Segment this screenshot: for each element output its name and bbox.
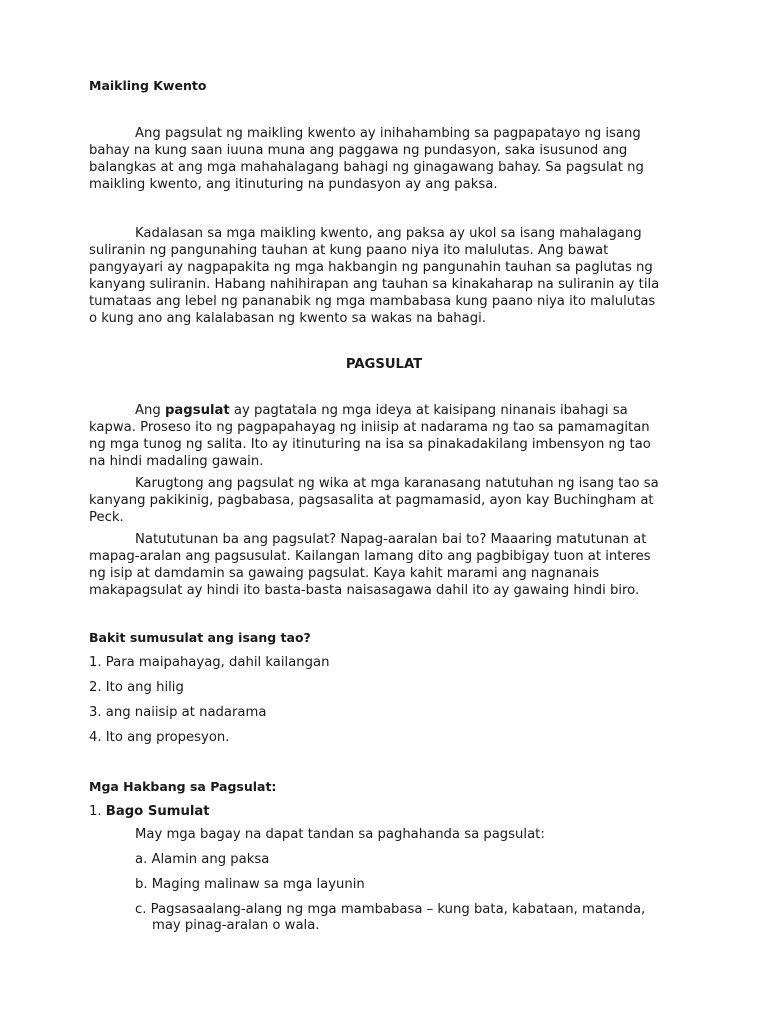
para1-line: maikling kwento, ang itinuturing na pundasyon ay ang paksa. [89,177,498,192]
para3-bold-term: pagsulat [164,403,230,418]
para1-line: Ang pagsulat ng maikling kwento ay inihahambing sa pagpapatayo ng isang [135,126,641,141]
why-item: 1. Para maipahayag, dahil kailangan [89,655,330,670]
document-title: Maikling Kwento [89,78,207,93]
para3-after: ay pagtatala ng mga ideya at kaisipang ninanais ibahagi sa [229,403,628,418]
para3-before: Ang [135,403,165,418]
para5-line: mapag-aralan ang pagsusulat. Kailangan lamang dito ang pagbibigay tuon at interes [89,549,651,564]
step1-item: c. Pagsasaalang-alang ng mga mambabasa – kung bata, kabataan, matanda, [135,902,646,917]
why-item: 3. ang naiisip at nadarama [89,705,267,720]
para2-line: suliranin ng pangunahing tauhan at kung paano niya ito malulutas. Ang bawat [89,243,609,258]
why-heading: Bakit sumusulat ang isang tao? [89,630,311,645]
section-heading: PAGSULAT [345,357,423,372]
para2-line: kanyang suliranin. Habang nahihirapan ang tauhan sa kinakaharap na suliranin ay tila [89,277,660,292]
para4-line: Peck. [89,510,124,525]
para3-line: kapwa. Proseso ito ng pagpapahayag ng iniisip at nadarama ng tao sa pamamagitan [89,420,650,435]
why-item: 4. Ito ang propesyon. [89,730,230,745]
steps-heading: Mga Hakbang sa Pagsulat: [89,779,277,794]
para5-line: makapagsulat ay hindi ito basta-basta naisasagawa dahil ito ay gawaing hindi biro. [89,583,640,598]
step1-line [89,804,210,820]
para3-first-line [135,403,628,419]
para3-line: na hindi madaling gawain. [89,454,264,469]
para1-line: bahay na kung saan iuuna muna ang paggawa ng pundasyon, saka isusunod ang [89,143,628,158]
para4-line: Karugtong ang pagsulat ng wika at mga karanasang natutuhan ng isang tao sa [135,476,659,491]
para4-line: kanyang pakikinig, pagbabasa, pagsasalita at pagmamasid, ayon kay Buchingham at [89,493,654,508]
para2-line: pangyayari ay nagpapakita ng mga hakbangin ng pangunahin tauhan sa paglutas ng [89,260,653,275]
step1-intro: May mga bagay na dapat tandan sa paghahanda sa pagsulat: [135,827,545,842]
step1-item: b. Maging malinaw sa mga layunin [135,877,365,892]
why-item: 2. Ito ang hilig [89,680,184,695]
para3-line: ng mga tunog ng salita. Ito ay itinuturing na isa sa pinakadakilang imbensyon ng tao [89,437,651,452]
step1-item-cont: may pinag-aralan o wala. [152,918,320,933]
para5-line: ng isip at damdamin sa gawaing pagsulat. Kaya kahit marami ang nagnanais [89,566,600,581]
step1-item: a. Alamin ang paksa [135,852,270,867]
para5-line: Natututunan ba ang pagsulat? Napag-aaralan bai to? Maaaring matutunan at [135,532,647,547]
para2-line: o kung ano ang kalalabasan ng kwento sa wakas na bahagi. [89,311,486,326]
para2-line: Kadalasan sa mga maikling kwento, ang paksa ay ukol sa isang mahalagang [135,226,642,241]
step1-number: 1. [89,804,106,819]
para2-line: tumataas ang lebel ng pananabik ng mga mambabasa kung paano niya ito malulutas [89,294,656,309]
para1-line: balangkas at ang mga mahahalagang bahagi ng ginagawang bahay. Sa pagsulat ng [89,160,644,175]
step1-label: Bago Sumulat [105,804,210,819]
